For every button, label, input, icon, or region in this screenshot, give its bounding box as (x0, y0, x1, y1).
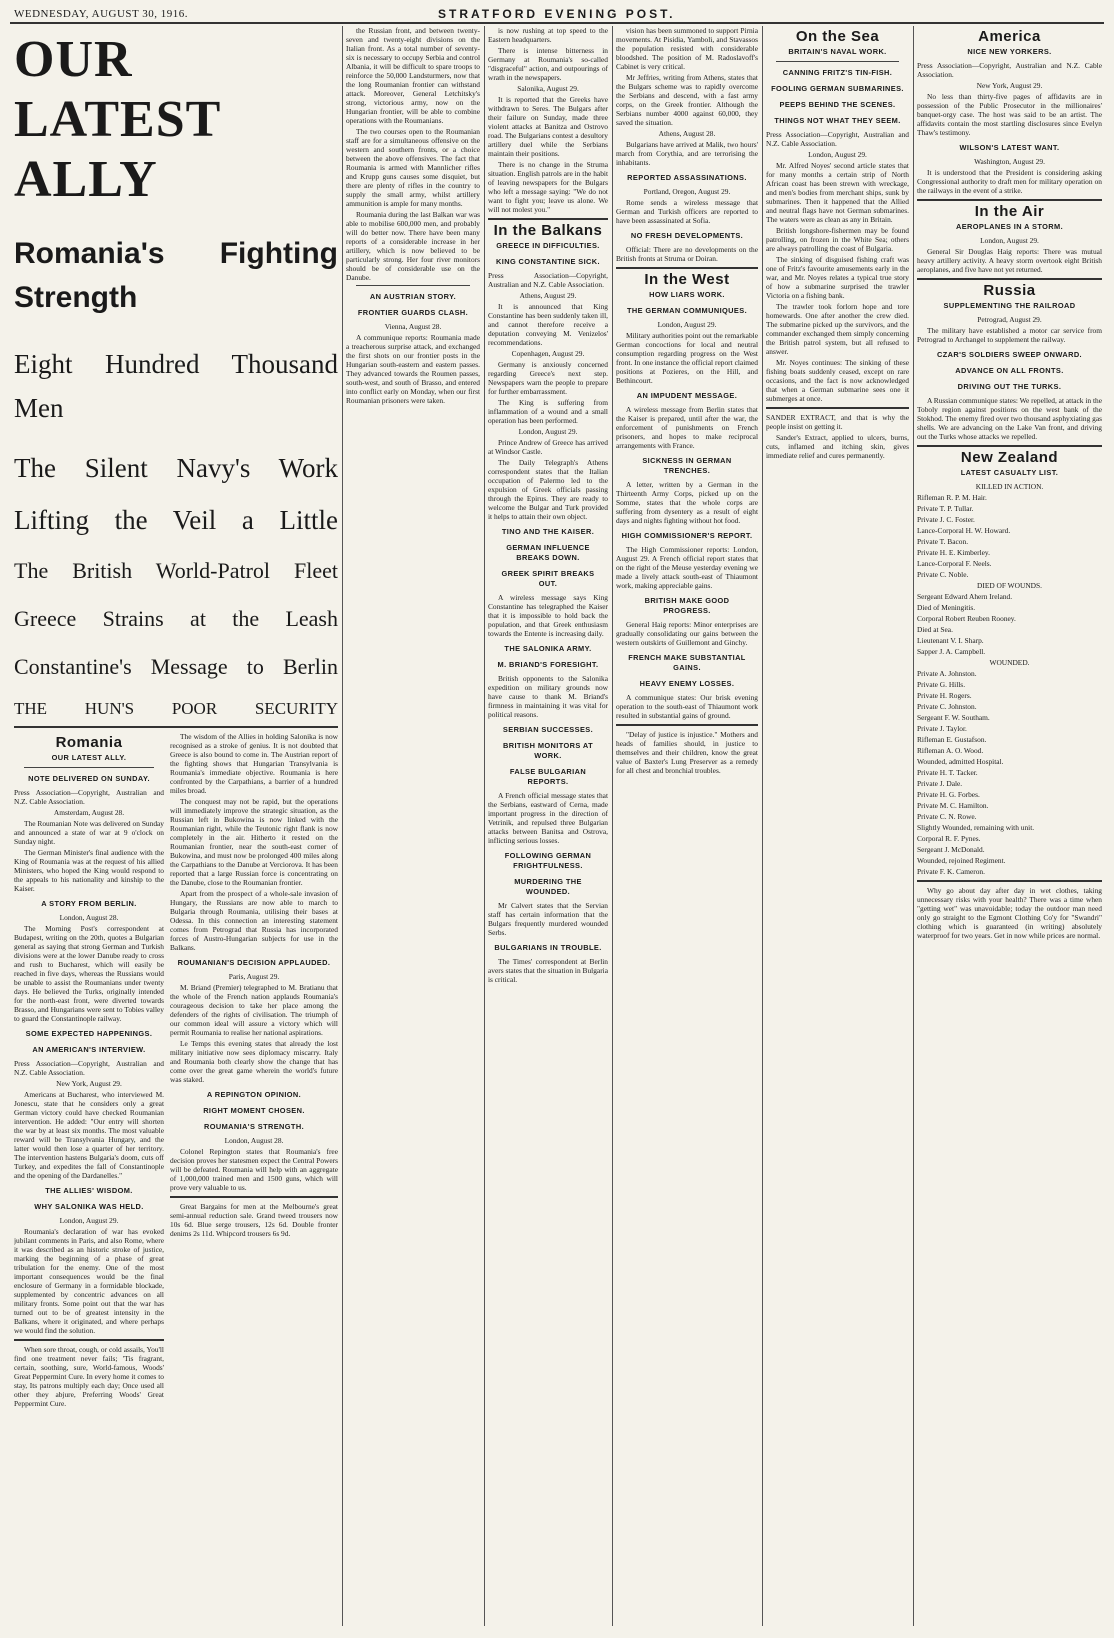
paragraph: Military authorities point out the remarkable German concoctions for local and neutral consumption regarding progress on the West front. In one instance the official report claimed positions at Pozieres, on the Hill, and Bethincourt. (616, 331, 758, 385)
dateline: New York, August 29. (56, 1079, 122, 1088)
paragraph: British opponents to the Salonika expedition on military grounds now have cause to thank M. Briand's firmness in maintaining it was vital for political reasons. (488, 674, 608, 719)
article-headline: WILSON'S LATEST WANT. (959, 143, 1060, 152)
credit-line: Press Association—Copyright, Australian and N.Z. Cable Association. (917, 61, 1102, 79)
credit-line: Press Association—Copyright, Australian and N.Z. Cable Association. (488, 271, 608, 289)
list-item: Sergeant Edward Ahern Ireland. (917, 592, 1013, 601)
article-headline: LATEST CASUALTY LIST. (960, 468, 1059, 477)
dateline: Salonika, August 29. (517, 84, 579, 93)
masthead-title: STRATFORD EVENING POST. (438, 7, 676, 21)
paragraph: The military have established a motor car service from Petrograd to Archangel to supplement the railway. (917, 326, 1102, 344)
section-title-romania: Romania (55, 734, 123, 751)
article-headline: BRITAIN'S NAVAL WORK. (788, 47, 887, 56)
paragraph: The conquest may not be rapid, but the operations will immediately improve the strategic situation, as the Russian left in Bukowina is now linked with the Roumanian right, while the Teutonic right flank is now completely in the air. Hitherto it rested on the Roumanian frontier, near the south-east corner of Bukowina, and must now be prolonged 400 miles along the Carpathians to the Danube at Verciorova. It has been reported that a large Russian force is concentrating on the Danube, close to the Roumanian frontier. (170, 797, 338, 887)
paragraph: The Morning Post's correspondent at Budapest, writing on the 20th, quotes a Bulgarian general as saying that strong German and Turkish divisions were at the lower Danube ready to cross and rush to Bucharest, which will easily be reached in five days, whereas the Russians would be unable to assist the Roumanians under twenty days. He believed the Turks, originally intended for the north-east front, were diverted towards Brasso, and Hungarians were sent to Tobies valley to guard the Constantinople railway. (14, 924, 164, 1023)
paragraph: British longshore-fishermen may be found patrolling, on frozen in the White Sea; others are always patrolling the coast of Bulgaria. (766, 226, 909, 253)
paragraph: The two courses open to the Roumanian staff are for a simultaneous offensive on the western and southern fronts, or a choice between the above offensives. The fact that Roumania is armed with Mannlicher rifles and Krupp guns causes some disquiet, but there are plenty of rifles in the country to supply the small army, whilst artillery ammunition is ample for many months. (346, 127, 480, 208)
list-item: Wounded, admitted Hospital. (917, 757, 1004, 766)
section-title-new-zealand: New Zealand (960, 449, 1059, 466)
wounded-list (917, 669, 1102, 876)
list-item: Private H. T. Tacker. (917, 768, 978, 777)
paragraph: It is announced that King Constantine has been suddenly taken ill, and cannot therefore receive a deputation conveying M. Venizelos' recommendations. (488, 302, 608, 347)
article-subhead: AN AMERICAN'S INTERVIEW. (32, 1045, 146, 1054)
headline-sub-2: Eight Hundred Thousand Men (14, 349, 338, 423)
dateline: Amsterdam, August 28. (53, 808, 125, 817)
column-1 (14, 26, 338, 1631)
paragraph: The Roumanian Note was delivered on Sunday and announced a state of war at 9 o'clock on Sunday night. (14, 819, 164, 846)
article-headline: THE SALONIKA ARMY. (504, 644, 592, 653)
killed-list (917, 493, 1102, 579)
section-title-balkans: In the Balkans (493, 222, 603, 239)
paragraph: M. Briand (Premier) telegraphed to M. Bratianu that the whole of the French nation applauds Roumania's courageous decision to take her place among the defenders of the rights of civilisation. The triumph of our common ideal will assure a victory which will permit Roumania to realise her national aspirations. (170, 983, 338, 1037)
column-5 (766, 26, 909, 1631)
list-item: Private H. E. Kimberley. (917, 548, 990, 557)
paragraph: Official: There are no developments on the British fronts at Struma or Doiran. (616, 245, 758, 263)
column-divider (484, 26, 485, 1626)
article-subhead: NOTE DELIVERED ON SUNDAY. (28, 774, 150, 783)
article-headline: SOME EXPECTED HAPPENINGS. (25, 1029, 153, 1038)
list-heading: KILLED IN ACTION. (975, 482, 1044, 491)
paragraph: A letter, written by a German in the Thirteenth Army Corps, picked up on the Somme, states that the whole corps are suffering from dysentery as a result of eight days and nights fighting without hot food. (616, 480, 758, 525)
dateline: Paris, August 29. (228, 972, 280, 981)
paragraph: General Haig reports: Minor enterprises are gradually consolidating our gains between the western outskirts of Guillemont and Ginchy. (616, 620, 758, 647)
article-subhead: KING CONSTANTINE SICK. (496, 257, 600, 266)
article-subhead: RIGHT MOMENT CHOSEN. (203, 1106, 305, 1115)
paragraph: Rome sends a wireless message that German and Turkish officers are reported to have been assassinated at Sofia. (616, 198, 758, 225)
article-headline: FRENCH MAKE SUBSTANTIAL GAINS. (628, 653, 746, 672)
paragraph: Mr Calvert states that the Servian staff has certain information that the Bulgars frequently murdered wounded Serbs. (488, 901, 608, 937)
list-item: Sergeant F. W. Southam. (917, 713, 990, 722)
article-subhead: FOOLING GERMAN SUBMARINES. (771, 84, 904, 93)
list-item: Private H. Rogers. (917, 691, 972, 700)
list-item: Died of Meningitis. (917, 603, 976, 612)
column-divider (762, 26, 763, 1626)
column-divider (913, 26, 914, 1626)
article-headline: OUR LATEST ALLY. (51, 753, 127, 762)
paragraph: The wisdom of the Allies in holding Salonika is now recognised as a stroke of genius. It is not doubted that Greece is also bound to come in. The Austrian report of the fighting shows that Hungarian Transylvania is Roumania's immediate objective. Roumania is here confronted by the Carpathians, a barrier of a hundred miles broad. (170, 732, 338, 795)
paragraph: It is reported that the Greeks have withdrawn to Seres. The Bulgars after their failure on Sunday, made three violent attacks at Banitza and Ostrovo road. The Bulgarians contest a desultory artillery duel while the Serbians maintain their positions. (488, 95, 608, 158)
paragraph: Bulgarians have arrived at Malik, two hours' march from Corythia, and are terrorising the inhabitants. (616, 140, 758, 167)
headline-main: OUR LATEST ALLY (14, 31, 222, 208)
section-title-air: In the Air (974, 203, 1045, 220)
section-rule (917, 199, 1102, 201)
list-item: Private F. K. Cameron. (917, 867, 985, 876)
headline-sub-4: Lifting the Veil a Little (14, 505, 338, 535)
article-subhead: HEAVY ENEMY LOSSES. (639, 679, 735, 688)
list-item: Private A. Johnston. (917, 669, 977, 678)
divider (356, 285, 470, 286)
paragraph: The Times' correspondent at Berlin avers states that the situation in Bulgaria is critical. (488, 957, 608, 984)
died-of-wounds-list (917, 592, 1102, 656)
masthead-rule (10, 22, 1104, 24)
paragraph: Germany is anxiously concerned regarding Greece's next step. Newspapers warn the people to prepare for further embarrassment. (488, 360, 608, 396)
article-headline: BRITISH MAKE GOOD PROGRESS. (644, 596, 730, 615)
dateline: Athens, August 29. (519, 291, 577, 300)
article-headline: SICKNESS IN GERMAN TRENCHES. (642, 456, 732, 475)
paragraph: There is no change in the Struma situation. English patrols are in the habit of leaving newspapers for the Bulgars who left a message saying: "We do not want to fight you; leave us alone. We will not molest you." (488, 160, 608, 214)
article-headline: NO FRESH DEVELOPMENTS. (630, 231, 744, 240)
section-title-west: In the West (644, 271, 730, 288)
ad-text: Why go about day after day in wet clothes, taking unnecessary risks with your health? There was a time when "getting wet" was unavoidable; today the outdoor man need only go straight to the Egmont Clothing Co'y for "Swandri" clothing which is guaranteed (in writing) absolutely waterproof for two years. Get in now while prices are normal. (917, 886, 1102, 940)
list-item: Sapper J. A. Campbell. (917, 647, 986, 656)
dateline: London, August 29. (808, 150, 867, 159)
paragraph: Colonel Repington states that Roumania's free decision proves her statesmen expect the Central Powers will be defeated. Roumania will help with an aggregate of 1,000,000 trained men and 1500 guns, which will prove very valuable to us. (170, 1147, 338, 1192)
article-headline: SERBIAN SUCCESSES. (502, 725, 594, 734)
article-headline: HIGH COMMISSIONER'S REPORT. (621, 531, 753, 540)
list-item: Rifleman E. Gustafson. (917, 735, 987, 744)
column-divider (612, 26, 613, 1626)
column-2 (346, 26, 480, 526)
advertisement (766, 407, 909, 460)
list-item: Rifleman R. P. M. Hair. (917, 493, 987, 502)
list-item: Died at Sea. (917, 625, 953, 634)
article-headline: AEROPLANES IN A STORM. (955, 222, 1064, 231)
section-rule (917, 445, 1102, 447)
article-subhead: GERMAN INFLUENCE BREAKS DOWN. (506, 543, 590, 562)
paragraph: The Daily Telegraph's Athens correspondent states that the Italian occupation of Palermo led to the expulsion of Greek officials passing through the Epirus. They are ready to welcome the Bulgar and Turk provided it helps to attain their own object. (488, 458, 608, 521)
article-subhead: M. BRIAND'S FORESIGHT. (497, 660, 599, 669)
paragraph: The trawler took forlorn hope and tore homewards. One after another the crew died. The submarine picked up the survivors, and the commander exchanged them simply concerning the British patrol system, but all refused to answer. (766, 302, 909, 356)
headline-sub-7: Constantine's Message to Berlin (14, 654, 338, 679)
list-item: Private T. P. Tullar. (917, 504, 974, 513)
dateline: Portland, Oregon, August 29. (643, 187, 731, 196)
list-item: Corporal R. F. Pynes. (917, 834, 981, 843)
headline-sub-5: The British World-Patrol Fleet (14, 558, 338, 583)
dateline: London, August 29. (518, 427, 578, 436)
dateline: London, August 29. (657, 320, 717, 329)
article-subhead: FRONTIER GUARDS CLASH. (357, 308, 469, 317)
headline-sub-6: Greece Strains at the Leash (14, 606, 338, 631)
masthead (14, 6, 1100, 22)
article-subhead: ADVANCE ON ALL FRONTS. (955, 366, 1064, 375)
paragraph: Apart from the prospect of a whole-sale invasion of Hungary, the Russians are now able to march to Bulgaria through Roumania, utilising their bases at Odessa. In this connection an interesting statement comes from Petrograd that Russia has incorporated forces of Austro-Hungarian subjects for use in the Balkans. (170, 889, 338, 952)
paragraph: A Russian communique states: We repelled, at attack in the Toboly region against positions on the west bank of the Stokhod. The enemy fired over two thousand asphyxiating gas shells. We are advancing on the Lake Van front, and driving out the Turks whose attacks we repelled. (917, 396, 1102, 441)
list-item: Lance-Corporal F. Neels. (917, 559, 992, 568)
ad-headline: SANDER EXTRACT, and that is why the people insist on getting it. (766, 413, 909, 431)
paragraph: the Russian front, and between twenty-seven and twenty-eight divisions on the Italian front. As a total number of seventy-six is necessary to occupy Serbia and control Albania, it will be difficult to spare troops to reinforce the 50,000 Landsturmers, now that the long Roumanian frontier can withstand attack. Moreover, General Letchitsky's strong, victorious army, now on the Hungarian frontier, will be able to combine operations with the Roumanians. (346, 26, 480, 125)
list-heading: DIED OF WOUNDS. (977, 581, 1042, 590)
list-item: Lance-Corporal H. W. Howard. (917, 526, 1011, 535)
paragraph: Mr Jeffries, writing from Athens, states that the Bulgars scheme was to rapidly overcome the Serbians and descend, with a fast army corps, on the Greek frontier. Although the Serbians number 4000 against 60,000, they saved the situation. (616, 73, 758, 127)
paragraph: Le Temps this evening states that already the lost military initiative now sees diplomacy miscarry. Italy and Roumania both clearly show the change that has come over the great game wherein the world's future was staked. (170, 1039, 338, 1084)
article-subhead: MURDERING THE WOUNDED. (514, 877, 582, 896)
paragraph: It is understood that the President is considering asking Congressional authority to draft men for military operation on the railways in the event of a strike. (917, 168, 1102, 195)
paragraph: A communique states: Our brisk evening operation to the south-east of Thiaumont work resulted in substantial gains of ground. (616, 693, 758, 720)
article-headline: BULGARIANS IN TROUBLE. (494, 943, 602, 952)
list-item: Corporal Robert Reuben Rooney. (917, 614, 1016, 623)
paragraph: The King is suffering from inflammation of a wound and a small operation has been performed. (488, 398, 608, 425)
article-headline: THE ALLIES' WISDOM. (45, 1186, 133, 1195)
section-rule (14, 726, 338, 728)
advertisement (616, 724, 758, 775)
ad-text: When sore throat, cough, or cold assails, You'll find one treatment never fails; 'Tis fragrant, certain, soothing, sure, World-famous, Woods' Great Peppermint Cure. In every home it comes to stay, Its patrons multiply each day; Once used all other they abjure, Preferring Woods' Great Peppermint Cure. (14, 1345, 164, 1408)
article-subhead: CANNING FRITZ'S TIN-FISH. (782, 68, 893, 77)
list-item: Private H. G. Forbes. (917, 790, 980, 799)
paragraph: The sinking of disguised fishing craft was one of Fritz's favourite amusements early in the war, and Mr. Noyes relates a typical true story of how a submarine surprised the trawler Victoria on a fishing bank. (766, 255, 909, 300)
list-item: Private J. Dale. (917, 779, 963, 788)
list-item: Private T. Bacon. (917, 537, 969, 546)
article-headline: HOW LIARS WORK. (649, 290, 725, 299)
paragraph: A communique reports: Roumania made a treacherous surprise attack, and exchanged the first shots on our frontier posts in the Hungarian south-eastern and eastern passes. They advanced towards the Roumen passes, south-west, and south of Brasso, and entered into conflict early on Monday, when our first Roumanian prisoners were taken. (346, 333, 480, 405)
section-title-sea: On the Sea (795, 28, 880, 45)
dateline: Vienna, August 28. (384, 322, 442, 331)
article-headline: GREECE IN DIFFICULTIES. (496, 241, 600, 250)
ad-text: "Delay of justice is injustice." Mothers and heads of families should, in justice to themselves and their children, know the great value of Baxter's Lung Preserver as a remedy for all chest and bronchial troubles. (616, 730, 758, 775)
article-headline: AN IMPUDENT MESSAGE. (636, 391, 738, 400)
credit-line: Press Association—Copyright, Australian and N.Z. Cable Association. (14, 1059, 164, 1077)
paragraph: General Sir Douglas Haig reports: There was mutual heavy artillery activity. A heavy storm overtook eight British aeroplanes, and five have not yet returned. (917, 247, 1102, 274)
list-item: Private C. Noble. (917, 570, 969, 579)
list-heading: WOUNDED. (989, 658, 1030, 667)
article-subhead: WHY SALONIKA WAS HELD. (34, 1202, 144, 1211)
paragraph: Mr. Alfred Noyes' second article states that for many months a certain strip of North African coast has been strewn with wreckage, and men's bodies from merchant ships, sunk by submarines. Then it happened that the Allied and neutral flags have not German submarines. The waters were as clean as any in Britain. (766, 161, 909, 224)
divider (776, 61, 899, 62)
paragraph: A wireless message says King Constantine has telegraphed the Kaiser that it is impossible to hold back the population, and that Greek enthusiasm towards the Entente is increasing daily. (488, 593, 608, 638)
list-item: Private C. Johnston. (917, 702, 977, 711)
dateline: London, August 28. (224, 1136, 284, 1145)
credit-line: Press Association—Copyright, Australian and N.Z. Cable Association. (14, 788, 164, 806)
dateline: Copenhagen, August 29. (511, 349, 585, 358)
dateline: New York, August 29. (976, 81, 1043, 90)
article-headline: CZAR'S SOLDIERS SWEEP ONWARD. (936, 350, 1083, 359)
paragraph: A French official message states that the Serbians, eastward of Cerna, made important progress in the direction of Vetrinik, and repulsed three Bulgarian attacks between Banitsa and Ostrova, inflicting serious losses. (488, 791, 608, 845)
article-subhead: BRITISH MONITORS AT WORK. (503, 741, 593, 760)
list-item: Private M. C. Hamilton. (917, 801, 989, 810)
dateline: Petrograd, August 29. (977, 315, 1042, 324)
article-subhead: PEEPS BEHIND THE SCENES. (779, 100, 896, 109)
article-subhead: ROUMANIA'S STRENGTH. (203, 1122, 305, 1131)
article-subhead: DRIVING OUT THE TURKS. (957, 382, 1062, 391)
dateline: London, August 28. (59, 913, 119, 922)
list-item: Wounded, rejoined Regiment. (917, 856, 1006, 865)
paragraph: Roumania during the last Balkan war was able to mobilise 600,000 men, and probably will do better now. There have been many reports of a considerable increase in her artillery, which is now believed to be particularly strong. Her four river monitors should be of considerable use on the Danube. (346, 210, 480, 282)
paragraph: Americans at Bucharest, who interviewed M. Jonescu, state that he considers only a great German victory could have checked Roumanian intervention. He added: "Our entry will shorten the war by at least six months. The most valuable reward will be Transylvania Hungary, and the latter would then lose a quarter of her territory. The intervention hastens Bulgaria's doom, cuts off Turkey, and expedites the fall of Constantinople and the opening of the Dardanelles." (14, 1090, 164, 1180)
dateline: Washington, August 29. (974, 157, 1045, 166)
headline-sub-1: Romania's Fighting Strength (14, 237, 338, 314)
list-item: Slightly Wounded, remaining with unit. (917, 823, 1035, 832)
advertisement (14, 1339, 164, 1408)
dateline: Athens, August 28. (658, 129, 716, 138)
divider (24, 767, 154, 768)
column-3 (488, 26, 608, 1631)
article-headline: SUPPLEMENTING THE RAILROAD (943, 301, 1076, 310)
dateline: London, August 29. (980, 236, 1039, 245)
article-headline: A STORY FROM BERLIN. (41, 899, 137, 908)
section-title-russia: Russia (983, 282, 1036, 299)
article-subhead: THE GERMAN COMMUNIQUES. (626, 306, 748, 315)
article-subhead: GREEK SPIRIT BREAKS OUT. (501, 569, 595, 588)
paragraph: A wireless message from Berlin states that the Kaiser is prepared, until after the war, the enforcement of punishments on French prisoners, and hopes to make reciprocal arrangements with France. (616, 405, 758, 450)
column-6 (917, 26, 1102, 1631)
article-headline: REPORTED ASSASSINATIONS. (627, 173, 747, 182)
paragraph: The German Minister's final audience with the King of Roumania was at the request of his allied Ministers, who hoped the King would respond to the appeals to his nationality and kinship to the Kaiser. (14, 848, 164, 893)
paragraph: The High Commissioner reports: London, August 29. A French official report states that on the right of the Meuse yesterday evening we made a lively attack south-east of Thiaumont work, making appreciable gains. (616, 545, 758, 590)
dateline: London, August 29. (59, 1216, 119, 1225)
section-rule (616, 267, 758, 269)
paragraph: Prince Andrew of Greece has arrived at Windsor Castle. (488, 438, 608, 456)
article-headline: TINO AND THE KAISER. (501, 527, 595, 536)
ad-text: Great Bargains for men at the Melbourne's great semi-annual reduction sale. Grand tweed trousers now 10s 6d. Blue serge trousers, 12s 6d. Double fronter denims 2s 11d. Whipcord trousers 6s 9d. (170, 1202, 338, 1238)
paragraph: There is intense bitterness in Germany at Roumania's so-called "disgraceful" action, and outpourings of wrath in the newspapers. (488, 46, 608, 82)
headline-sub-3: The Silent Navy's Work (14, 453, 338, 483)
list-item: Private G. Hills. (917, 680, 966, 689)
section-rule (917, 278, 1102, 280)
paragraph: Roumania's declaration of war has evoked jubilant comments in Paris, and also Rome, where it was described as an historic stroke of justice, marking the beginning of a phase of great tribulation for the enemy. One of the most important consequences would be the final enclosure of Germany in a formidable blockade, supplemented by concentric advances on all military fronts. Some point out that the war has turned out to be of greatest intensity in the Balkans, where it originated, and where perhaps we would find the solution. (14, 1227, 164, 1335)
column-divider (342, 26, 343, 1626)
article-headline: AN AUSTRIAN STORY. (369, 292, 457, 301)
section-title-america: America (978, 28, 1041, 45)
masthead-date: WEDNESDAY, AUGUST 30, 1916. (14, 8, 189, 20)
column-4 (616, 26, 758, 1631)
advertisement (917, 880, 1102, 940)
headline-sub-8: THE HUN'S POOR SECURITY (14, 699, 338, 718)
article-headline: FOLLOWING GERMAN FRIGHTFULNESS. (504, 851, 592, 870)
article-headline: NICE NEW YORKERS. (967, 47, 1052, 56)
advertisement (170, 1196, 338, 1238)
paragraph: is now rushing at top speed to the Eastern headquarters. (488, 26, 608, 44)
paragraph: vision has been summoned to support Pirnia movements. At Pisidia, Yamboli, and Stavassos the population resisted with considerable bloodshed. The position of M. Radoslavoff's Cabinet is very critical. (616, 26, 758, 71)
list-item: Private J. Taylor. (917, 724, 967, 733)
list-item: Private C. N. Rowe. (917, 812, 977, 821)
credit-line: Press Association—Copyright, Australian and N.Z. Cable Association. (766, 130, 909, 148)
paragraph: No less than thirty-five pages of affidavits are in possession of the Public Prosecutor in the millionaires' banquet-orgy case. The host was said to be an artist. The affidavits contain the most startling disclosures since Evelyn Thaw's testimony. (917, 92, 1102, 137)
list-item: Lieutenant V. I. Sharp. (917, 636, 984, 645)
article-subhead: FALSE BULGARIAN REPORTS. (509, 767, 587, 786)
list-item: Sergeant J. McDonald. (917, 845, 985, 854)
list-item: Private J. C. Foster. (917, 515, 975, 524)
article-subhead: THINGS NOT WHAT THEY SEEM. (774, 116, 901, 125)
ad-text: Sander's Extract, applied to ulcers, burns, cuts, inflamed and itching skin, gives immediate relief and cures permanently. (766, 433, 909, 460)
paragraph: Mr. Noyes continues: The sinking of these fishing boats suddenly ceased, except on rare occasions, and the fact is now acknowledged that when a German submarine sees one it submerges at once. (766, 358, 909, 403)
article-headline: A REPINGTON OPINION. (206, 1090, 302, 1099)
list-item: Rifleman A. O. Wood. (917, 746, 984, 755)
article-headline: ROUMANIAN'S DECISION APPLAUDED. (177, 958, 331, 967)
section-rule (488, 218, 608, 220)
